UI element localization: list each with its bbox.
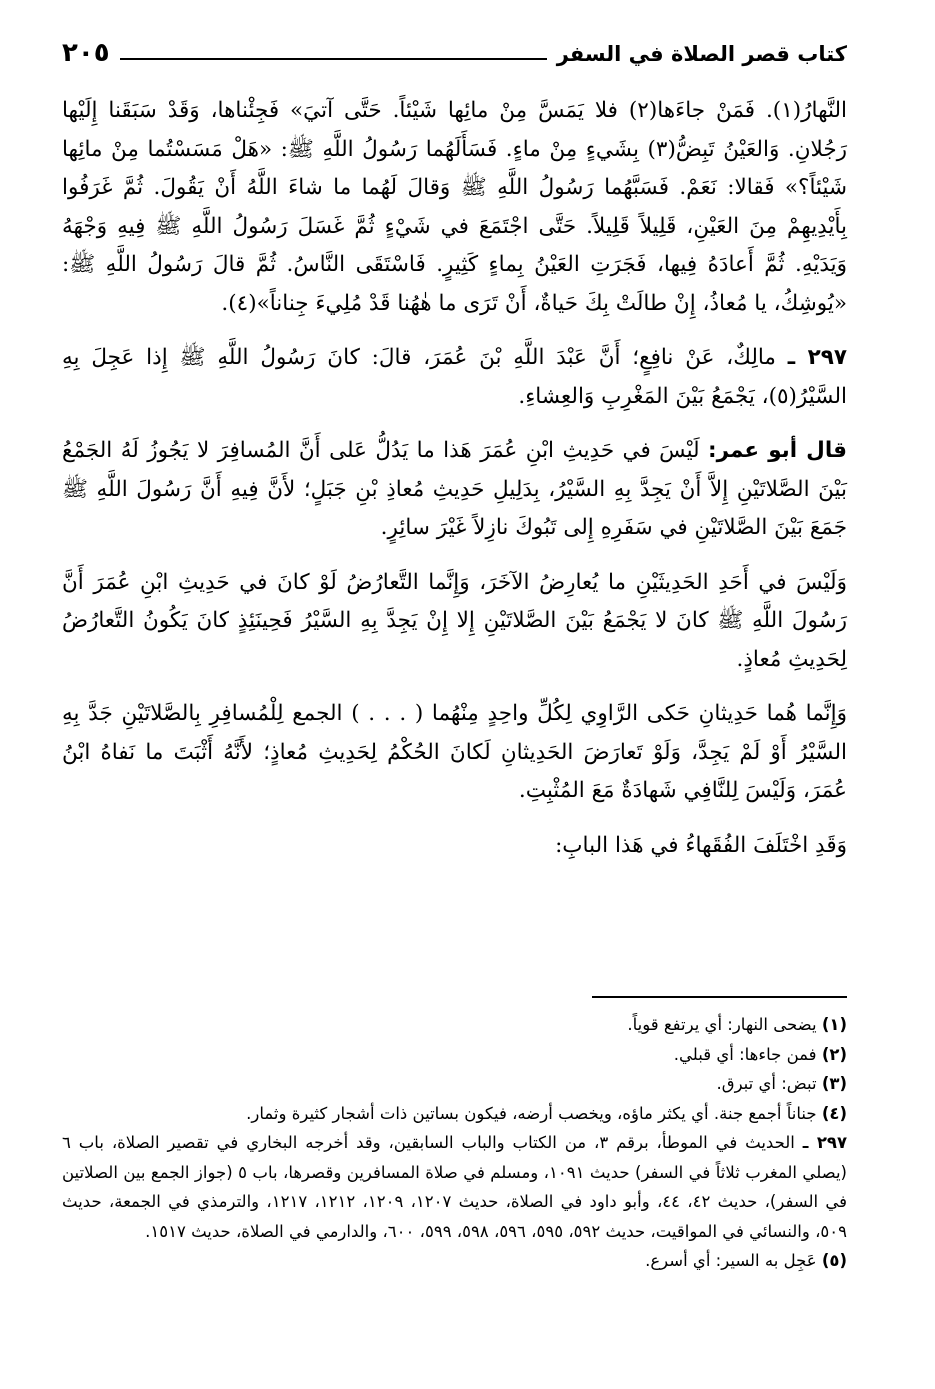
paragraph	[62, 92, 847, 323]
paragraph	[62, 564, 847, 680]
running-title: كتاب قصر الصلاة في السفر	[556, 42, 847, 66]
footnote-separator	[592, 996, 847, 998]
footnote-ref: (١)	[821, 1015, 847, 1034]
footnote-ref: (٣)	[821, 1074, 847, 1093]
footnote-text: الحديث في الموطأ، برقم ٣، من الكتاب والباب السابقين، وقد أخرجه البخاري في تقصير الصلاة، باب ٦ (يصلي المغرب ثلاثاً في السفر) حديث ١٠٩١، ومسلم في صلاة المسافرين وقصرها، باب ٥ (جواز الجمع بين الصلاتين في السفر)، حديث ٤٢، ٤٤، وأبو داود في الصلاة، حديث ١٢٠٧، ١٢٠٩، ١٢١٢، ١٢١٧، والترمذي في الجمعة، حديث ٥٠٩، والنسائي في المواقيت، حديث ٥٩٢، ٥٩٥، ٥٩٦، ٥٩٨، ٥٩٩، ٦٠٠، والدارمي في الصلاة، حديث ١٥١٧.	[62, 1133, 848, 1241]
footnote-text: تبض: أي تبرق.	[716, 1074, 817, 1093]
paragraph-hadith-297	[62, 339, 847, 416]
paragraph-text: وَإِنَّما هُما حَدِيثانِ حَكى الرَّاوِي لِكُلِّ واحِدٍ مِنْهُما ( . . . ) الجمع لِلْمُسافِرِ بِالصَّلاتَيْنِ جَدَّ بِهِ السَّيْرُ أَوْ لَمْ يَجِدَّ، وَلَوْ تَعارَضَ الحَدِيثانِ لَكانَ الحُكْمُ لِحَدِيثِ مُعاذٍ؛ لأَنَّهُ أَثْبَتَ ما نَفاهُ ابْنُ عُمَرَ، وَلَيْسَ لِلنَّافِي شَهادَةٌ مَعَ المُثْبِتِ.	[62, 701, 847, 803]
paragraph-text: وَلَيْسَ في أَحَدِ الحَدِيثَيْنِ ما يُعارِضُ الآخَرَ، وَإِنَّما التَّعارُضُ لَوْ كانَ في حَدِيثِ ابْنِ عُمَرَ أَنَّ رَسُولَ اللَّهِ ﷺ كانَ لا يَجْمَعُ بَيْنَ الصَّلاتَيْنِ إِلا إِنْ يَجِدَّ بِهِ السَّيْرُ فَحِينَئِذٍ كانَ يَكُونُ التَّعارُضُ لِحَدِيثِ مُعاذٍ.	[62, 569, 847, 672]
paragraph	[62, 695, 847, 811]
footnote	[62, 1040, 847, 1070]
header-rule	[120, 58, 547, 60]
footnote	[62, 1069, 847, 1099]
paragraph-commentary	[62, 432, 847, 548]
footnote-ref: (٤)	[821, 1103, 847, 1123]
footnote	[62, 1099, 847, 1129]
paragraph-text: النَّهارُ(١). فَمَنْ جاءَها(٢) فلا يَمَسَّ مِنْ مائِها شَيْئاً. حَتَّى آتيَ» فَجِئْناها، وَقَدْ سَبَقَنا إِلَيْها رَجُلانِ. وَالعَيْنُ تَبِضُّ(٣) بِشَيءٍ مِنْ ماءٍ. فَسَأَلَهُما رَسُولُ اللَّهِ ﷺ: «هَلْ مَسَسْتُما مِنْ مائِها شَيْئاً؟» فَقالا: نَعَمْ. فَسَبَّهُما رَسُولُ اللَّهِ ﷺ وَقالَ لَهُما ما شاءَ اللَّهُ أَنْ يَقُولَ. ثُمَّ غَرَفُوا بِأَيْدِيهِمْ مِنَ العَيْنِ، قَلِيلاً قَلِيلاً. حَتَّى اجْتَمَعَ في شَيْءٍ ثُمَّ غَسَلَ رَسُولُ اللَّهِ ﷺ فِيهِ وَجْهَهُ وَيَدَيْهِ. ثُمَّ أَعادَهُ فِيها، فَجَرَتِ العَيْنُ بِماءٍ كَثِيرٍ. فَاسْتَقَى النَّاسُ. ثُمَّ قالَ رَسُولُ اللَّهِ ﷺ: «يُوشِكُ، يا مُعاذُ، إِنْ طالَتْ بِكَ حَياةٌ، أَنْ تَرَى ما هٰهُنا قَدْ مُلِيءَ جِناناً»(٤).	[62, 98, 847, 316]
footnote-ref: (٢)	[821, 1044, 847, 1064]
hadith-number: ٢٩٧ ـ	[787, 345, 847, 370]
footnote-text: يضحى النهار: أي يرتفع قوياً.	[627, 1015, 817, 1034]
footnote-hadith-297	[62, 1128, 847, 1246]
footnote-ref: (٥)	[821, 1251, 847, 1270]
page-header	[62, 28, 847, 68]
paragraph	[62, 827, 847, 866]
commentator-label: قال أبو عمر:	[708, 438, 847, 463]
footnote	[62, 1246, 847, 1276]
footnotes	[62, 1010, 847, 1276]
footnote-text: عَجِل به السير: أي أسرع.	[645, 1251, 817, 1270]
paragraph-text: مالِكٌ، عَنْ نافِعٍ؛ أَنَّ عَبْدَ اللَّهِ بْنَ عُمَرَ، قالَ: كانَ رَسُولُ اللَّهِ ﷺ إِذا عَجِلَ بِهِ السَّيْرُ(٥)، يَجْمَعُ بَيْنَ المَغْرِبِ وَالعِشاءِ.	[62, 345, 847, 409]
paragraph-text: وَقَدِ اخْتَلَفَ الفُقَهاءُ في هَذا البابِ:	[555, 832, 847, 858]
page-number: ٢٠٥	[62, 38, 110, 68]
footnote-text: جناناً أجمع جنة. أي يكثر ماؤه، ويخصب أرضه، فيكون بساتين ذات أشجار كثيرة وثمار.	[246, 1103, 817, 1123]
main-text	[62, 92, 847, 881]
footnote	[62, 1010, 847, 1040]
footnote-text: فمن جاءها: أي قبلي.	[673, 1044, 817, 1064]
paragraph-text: لَيْسَ في حَدِيثِ ابْنِ عُمَرَ هَذا ما يَدُلُّ عَلى أَنَّ المُسافِرَ لا يَجُوزُ لَهُ الجَمْعُ بَيْنَ الصَّلاتَيْنِ إِلاَّ أَنْ يَجِدَّ بِهِ السَّيْرُ، بِدَلِيلِ حَدِيثِ مُعاذِ بْنِ جَبَلٍ؛ لأَنَّ فِيهِ أَنَّ رَسُولَ اللَّهِ ﷺ جَمَعَ بَيْنَ الصَّلاتَيْنِ في سَفَرِهِ إِلى تَبُوكَ نازِلاً غَيْرَ سائِرٍ.	[62, 438, 847, 540]
footnote-ref: ٢٩٧ ـ	[802, 1133, 848, 1152]
